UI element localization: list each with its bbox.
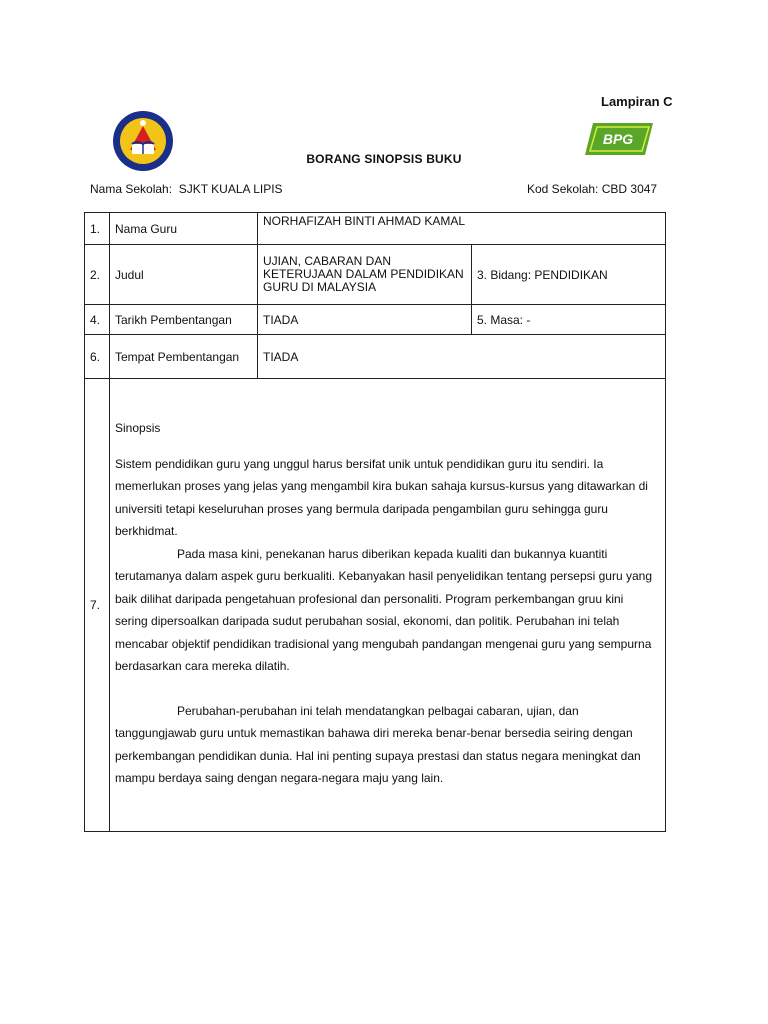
synopsis-label: Sinopsis [115, 420, 161, 435]
school-value: SJKT KUALA LIPIS [178, 182, 283, 196]
synopsis-form-table [84, 212, 666, 832]
paragraph-spacer [115, 678, 660, 700]
row-number: 6. [85, 335, 110, 379]
venue-value: TIADA [258, 335, 666, 379]
row-number: 4. [85, 305, 110, 335]
kod-label: Kod Sekolah: [527, 182, 599, 196]
book-title-value: UJIAN, CABARAN DAN KETERUJAAN DALAM PENDIDIKAN GURU DI MALAYSIA [258, 245, 472, 305]
table-row [85, 335, 666, 379]
school-name [90, 182, 283, 196]
row-label: Judul [110, 245, 258, 305]
row-label: Tarikh Pembentangan [110, 305, 258, 335]
kod-value: CBD 3047 [601, 182, 658, 196]
lampiran-label: Lampiran C [601, 94, 673, 109]
synopsis-cell [110, 379, 666, 832]
row-label: Nama Guru [110, 213, 258, 245]
row-label: Tempat Pembentangan [110, 335, 258, 379]
table-row [85, 379, 666, 832]
field-value: 3. Bidang: PENDIDIKAN [472, 245, 666, 305]
teacher-name-value: NORHAFIZAH BINTI AHMAD KAMAL [258, 213, 666, 245]
table-row [85, 245, 666, 305]
row-number: 7. [85, 379, 110, 832]
date-value: TIADA [258, 305, 472, 335]
svg-text:BPG: BPG [602, 131, 634, 147]
synopsis-paragraph: Sistem pendidikan guru yang unggul harus bersifat unik untuk pendidikan guru itu sendiri. Ia memerlukan proses yang jelas yang mengambil kira bukan sahaja kursus-kursus yang ditawarkan di universiti tetapi keseluruhan proses yang bermula daripada pengambilan guru sehingga guru berkhidmat. [115, 456, 648, 538]
synopsis-paragraph: Pada masa kini, penekanan harus diberikan kepada kualiti dan bukannya kuantiti terutamanya dalam aspek guru berkualiti. Kebanyakan hasil penyelidikan tentang persepsi guru yang baik dilihat daripada pengetahuan profesional dan personaliti. Program perkembangan gruu kini sering dipersoalkan daripada sudut perubahan sosial, ekonomi, dan politik. Perubahan ini telah mencabar objektif pendidikan tradisional yang mengubah pandangan mengenai guru yang sempurna berdasarkan cara mereka dilatih. [115, 546, 653, 673]
form-title: BORANG SINOPSIS BUKU [306, 152, 462, 166]
school-code [527, 182, 657, 196]
time-value: 5. Masa: - [472, 305, 666, 335]
table-row [85, 213, 666, 245]
school-label: Nama Sekolah: [90, 182, 173, 196]
synopsis-paragraph: Perubahan-perubahan ini telah mendatangkan pelbagai cabaran, ujian, dan tanggungjawab guru untuk memastikan bahawa diri mereka benar-benar bersedia seiring dengan perkembangan pendidikan dunia. Hal ini penting supaya prestasi dan status negara meningkat dan mampu berdaya saing dengan negara-negara maju yang lain. [115, 703, 641, 785]
row-number: 2. [85, 245, 110, 305]
table-row [85, 305, 666, 335]
row-number: 1. [85, 213, 110, 245]
